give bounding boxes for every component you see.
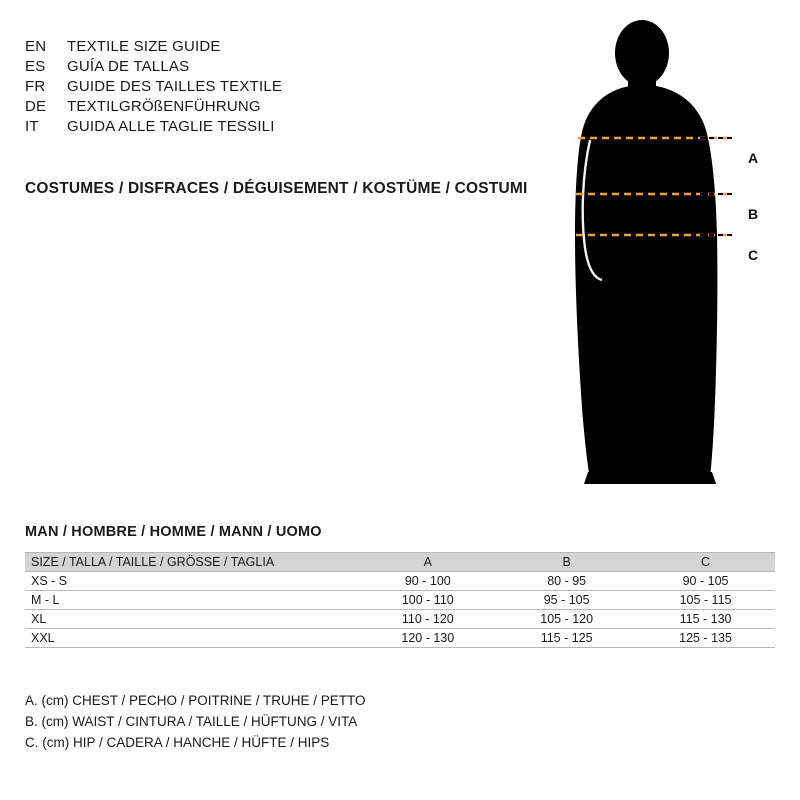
language-text-es: GUÍA DE TALLAS (67, 58, 190, 75)
language-code-it: IT (25, 118, 39, 135)
language-code-es: ES (25, 58, 46, 75)
column-header-size: SIZE / TALLA / TAILLE / GRÖSSE / TAGLIA (25, 553, 358, 572)
column-header-a: A (358, 553, 497, 572)
size-table-body (25, 572, 775, 648)
language-text-en: TEXTILE SIZE GUIDE (67, 38, 221, 55)
legend-line-a: A. (cm) CHEST / PECHO / POITRINE / TRUHE / PETTO (25, 693, 366, 708)
language-header-block (25, 38, 525, 138)
language-text-it: GUIDA ALLE TAGLIE TESSILI (67, 118, 275, 135)
table-row (25, 610, 775, 629)
cell-size: XS - S (25, 572, 358, 591)
language-row-it (25, 118, 525, 138)
table-row (25, 572, 775, 591)
size-table (25, 552, 775, 648)
legend-line-b: B. (cm) WAIST / CINTURA / TAILLE / HÜFTUNG / VITA (25, 714, 358, 729)
cell-b: 80 - 95 (497, 572, 636, 591)
language-code-en: EN (25, 38, 47, 55)
table-header-row (25, 553, 775, 572)
size-table-head (25, 553, 775, 572)
cell-b: 95 - 105 (497, 591, 636, 610)
cell-b: 105 - 120 (497, 610, 636, 629)
legend-line-c: C. (cm) HIP / CADERA / HANCHE / HÜFTE / HIPS (25, 735, 330, 750)
language-code-de: DE (25, 98, 47, 115)
silhouette-svg (520, 20, 780, 490)
column-header-b: B (497, 553, 636, 572)
cell-c: 125 - 135 (636, 629, 775, 648)
cell-c: 105 - 115 (636, 591, 775, 610)
table-section-title: MAN / HOMBRE / HOMME / MANN / UOMO (25, 524, 322, 540)
cell-size: M - L (25, 591, 358, 610)
body-figure (520, 20, 780, 490)
hand-shape (687, 265, 709, 299)
cell-a: 100 - 110 (358, 591, 497, 610)
measure-label-c: C (748, 247, 759, 263)
cell-a: 110 - 120 (358, 610, 497, 629)
cell-c: 90 - 105 (636, 572, 775, 591)
table-row (25, 591, 775, 610)
measure-label-a: A (748, 150, 759, 166)
cell-a: 120 - 130 (358, 629, 497, 648)
legend-block (25, 690, 366, 753)
cell-c: 115 - 130 (636, 610, 775, 629)
cell-a: 90 - 100 (358, 572, 497, 591)
cell-size: XL (25, 610, 358, 629)
measure-label-b: B (748, 206, 759, 222)
language-text-fr: GUIDE DES TAILLES TEXTILE (67, 78, 283, 95)
language-text-de: TEXTILGRÖßENFÜHRUNG (67, 98, 261, 115)
language-row-en (25, 38, 525, 58)
language-code-fr: FR (25, 78, 46, 95)
language-row-fr (25, 78, 525, 98)
cell-b: 115 - 125 (497, 629, 636, 648)
language-row-es (25, 58, 525, 78)
cell-size: XXL (25, 629, 358, 648)
table-row (25, 629, 775, 648)
costumes-subtitle: COSTUMES / DISFRACES / DÉGUISEMENT / KOSTÜME / COSTUMI (25, 180, 528, 197)
column-header-c: C (636, 553, 775, 572)
language-row-de (25, 98, 525, 118)
